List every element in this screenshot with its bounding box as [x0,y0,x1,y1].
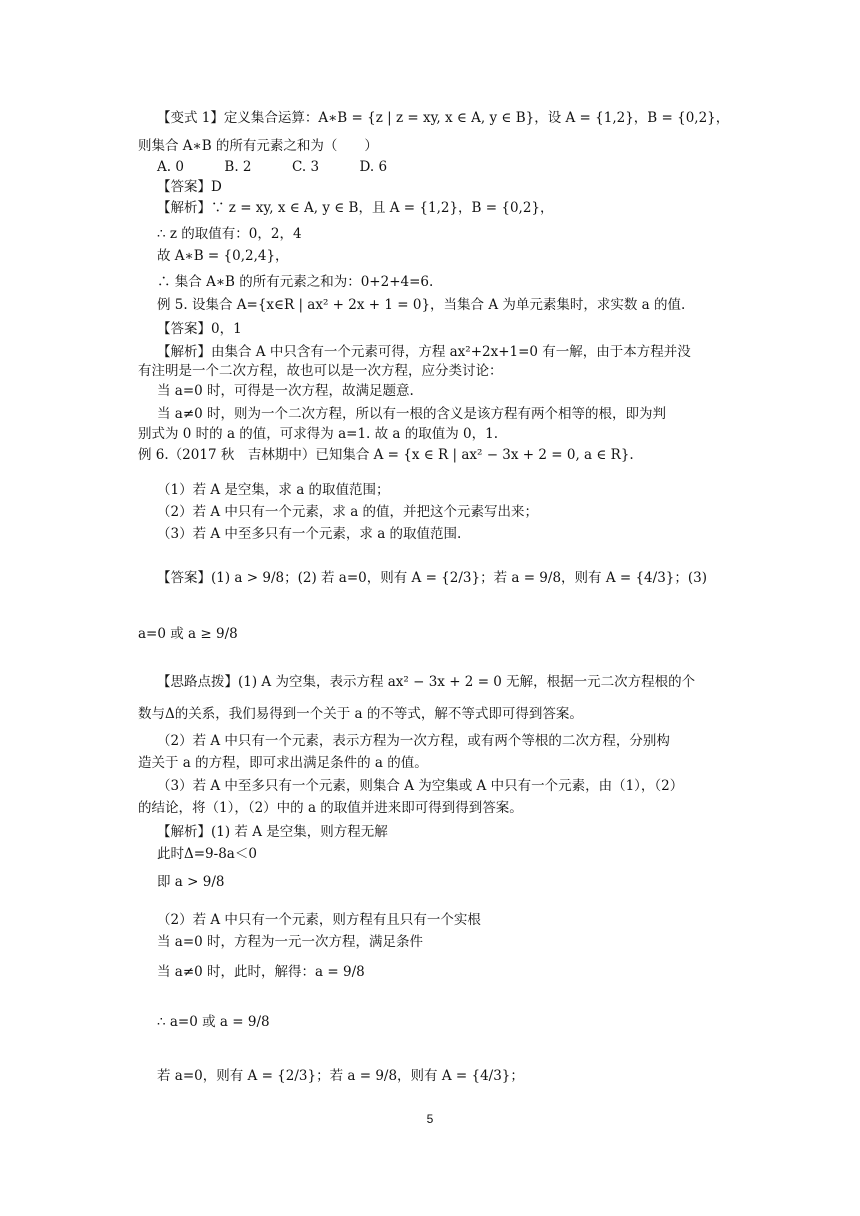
text-line: （1）若 A 是空集，求 a 的取值范围； [157,482,390,498]
text-line: 的结论，将（1），（2）中的 a 的取值并进来即可得到得到答案。 [138,800,523,816]
text-line: （3）若 A 中至多只有一个元素，求 a 的取值范围. [157,526,462,542]
text-line: 【答案】(1) a > 9/8；(2) 若 a=0，则有 A = {2/3}；若 a = 9/8，则有 A = {4/3}；(3) [157,570,707,586]
text-line: 数与Δ的关系，我们易得到一个关于 a 的不等式，解不等式即可得到答案。 [138,706,583,722]
text-line: ∴ z 的取值有：0，2，4 [157,226,302,242]
text-line: （3）若 A 中至多只有一个元素，则集合 A 为空集或 A 中只有一个元素，由（1），（2） [157,778,684,794]
text-line: A. 0 B. 2 C. 3 D. 6 [157,159,388,175]
text-line: 例 5. 设集合 A={x∈R | ax² + 2x + 1 = 0}，当集合 A 为单元素集时，求实数 a 的值. [157,297,686,313]
text-line: 当 a≠0 时，则为一个二次方程，所以有一根的含义是该方程有两个相等的根，即为判 [157,406,667,422]
text-line: 即 a > 9/8 [157,874,225,890]
text-line: 当 a=0 时，方程为一元一次方程，满足条件 [157,934,424,950]
text-line: 【答案】D [157,179,222,195]
text-line: （2）若 A 中只有一个元素，求 a 的值，并把这个元素写出来； [157,504,539,520]
text-line: 当 a≠0 时，此时，解得：a = 9/8 [157,964,365,980]
text-line: （2）若 A 中只有一个元素，则方程有且只有一个实根 [157,912,481,928]
text-line: 当 a=0 时，可得是一次方程，故满足题意. [157,383,414,399]
page-number: 5 [426,1112,434,1126]
text-line: 【变式 1】定义集合运算：A∗B = {z | z = xy, x ∈ A, y ∈ B}，设 A = {1,2}，B = {0,2}， [157,110,730,126]
text-line: 【解析】∵ z = xy, x ∈ A, y ∈ B，且 A = {1,2}，B = {0,2}， [157,200,554,216]
text-line: 若 a=0，则有 A = {2/3}；若 a = 9/8，则有 A = {4/3}； [157,1068,524,1084]
text-line: 则集合 A∗B 的所有元素之和为（ ） [138,138,378,154]
text-line: 造关于 a 的方程，即可求出满足条件的 a 的值。 [138,755,428,771]
text-line: 【思路点拨】(1) A 为空集，表示方程 ax² − 3x + 2 = 0 无解，根据一元二次方程根的个 [157,674,696,690]
text-line: 别式为 0 时的 a 的值，可求得为 a=1. 故 a 的取值为 0，1. [138,426,499,442]
text-line: （2）若 A 中只有一个元素，表示方程为一次方程，或有两个等根的二次方程，分别构 [157,733,670,749]
text-line: 【答案】0，1 [157,321,242,337]
text-line: 例 6.（2017 秋 吉林期中）已知集合 A = {x ∈ R | ax² − 3x + 2 = 0, a ∈ R}. [138,447,634,463]
text-line: 有注明是一个二次方程，故也可以是一次方程，应分类讨论： [138,363,503,379]
text-line: 【解析】由集合 A 中只含有一个元素可得，方程 ax²+2x+1=0 有一解，由于本方程并没 [157,344,691,360]
text-line: 【解析】(1) 若 A 是空集，则方程无解 [157,824,388,840]
text-line: 此时Δ=9-8a＜0 [157,846,257,862]
text-line: a=0 或 a ≥ 9/8 [138,626,238,642]
text-line: ∴ 集合 A∗B 的所有元素之和为：0+2+4=6. [157,274,434,290]
text-line: ∴ a=0 或 a = 9/8 [157,1014,270,1030]
text-line: 故 A∗B = {0,2,4}， [157,248,289,264]
